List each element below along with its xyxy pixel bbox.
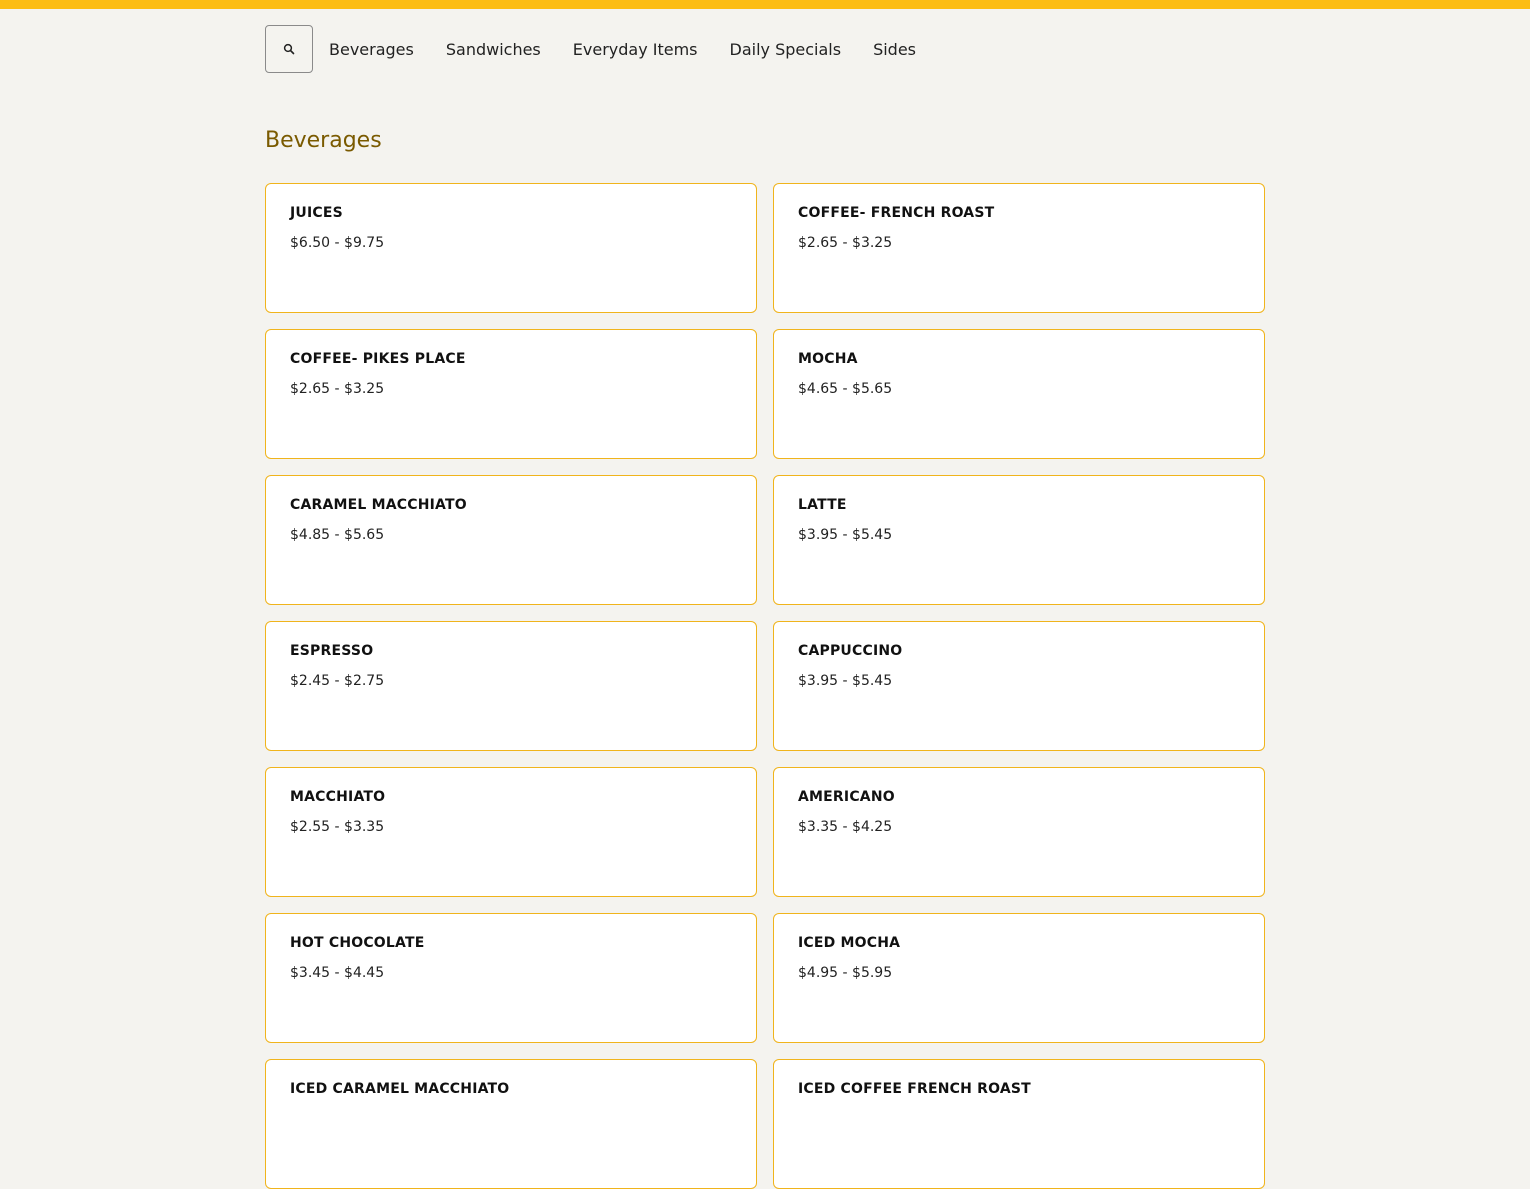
menu-item-name: ESPRESSO: [290, 643, 374, 659]
menu-item-card[interactable]: [265, 329, 757, 459]
nav-tabs: [329, 40, 948, 59]
tab-daily-specials[interactable]: Daily Specials: [729, 39, 842, 59]
menu-item-name: LATTE: [798, 497, 847, 513]
tab-sandwiches[interactable]: Sandwiches: [445, 39, 541, 59]
menu-item-card[interactable]: [773, 621, 1265, 751]
tab-beverages[interactable]: Beverages: [329, 39, 414, 59]
menu-item-price: $2.65 - $3.25: [798, 235, 893, 251]
menu-item-name: ICED COFFEE FRENCH ROAST: [798, 1081, 1031, 1097]
menu-item-name: MOCHA: [798, 351, 858, 367]
menu-item-name: CAPPUCCINO: [798, 643, 903, 659]
menu-item-name: ICED CARAMEL MACCHIATO: [290, 1081, 510, 1097]
menu-item-price: $4.65 - $5.65: [798, 381, 893, 397]
menu-item-name: HOT CHOCOLATE: [290, 935, 425, 951]
menu-item-price: $3.95 - $5.45: [798, 527, 893, 543]
menu-item-name: AMERICANO: [798, 789, 895, 805]
menu-item-price: $4.85 - $5.65: [290, 527, 385, 543]
menu-item-name: CARAMEL MACCHIATO: [290, 497, 467, 513]
search-icon: [283, 43, 295, 55]
menu-item-name: COFFEE- PIKES PLACE: [290, 351, 466, 367]
menu-item-price: $4.95 - $5.95: [798, 965, 893, 981]
menu-item-card[interactable]: [773, 767, 1265, 897]
menu-item-card[interactable]: [265, 767, 757, 897]
menu-item-price: $3.45 - $4.45: [290, 965, 385, 981]
menu-item-price: $6.50 - $9.75: [290, 235, 385, 251]
menu-item-card[interactable]: [773, 1059, 1265, 1189]
tab-everyday-items[interactable]: Everyday Items: [572, 39, 698, 59]
menu-item-card[interactable]: [265, 621, 757, 751]
menu-item-price: $3.95 - $5.45: [798, 673, 893, 689]
menu-item-card[interactable]: [265, 475, 757, 605]
tab-sides[interactable]: Sides: [873, 39, 917, 59]
category-nav: [265, 25, 948, 73]
menu-item-price: $2.45 - $2.75: [290, 673, 385, 689]
menu-item-card[interactable]: [265, 1059, 757, 1189]
menu-item-name: COFFEE- FRENCH ROAST: [798, 205, 995, 221]
menu-item-name: MACCHIATO: [290, 789, 386, 805]
section-title: Beverages: [265, 128, 382, 153]
menu-item-card[interactable]: [773, 913, 1265, 1043]
menu-item-card[interactable]: [773, 183, 1265, 313]
menu-item-card[interactable]: [265, 183, 757, 313]
menu-item-grid: [265, 183, 1265, 1189]
menu-item-card[interactable]: [773, 475, 1265, 605]
search-button[interactable]: [265, 25, 313, 73]
menu-item-name: JUICES: [290, 205, 343, 221]
menu-item-price: $3.35 - $4.25: [798, 819, 893, 835]
menu-item-price: $2.65 - $3.25: [290, 381, 385, 397]
top-accent-bar: [0, 0, 1530, 9]
menu-item-card[interactable]: [773, 329, 1265, 459]
menu-item-name: ICED MOCHA: [798, 935, 901, 951]
menu-item-card[interactable]: [265, 913, 757, 1043]
menu-item-price: $2.55 - $3.35: [290, 819, 385, 835]
